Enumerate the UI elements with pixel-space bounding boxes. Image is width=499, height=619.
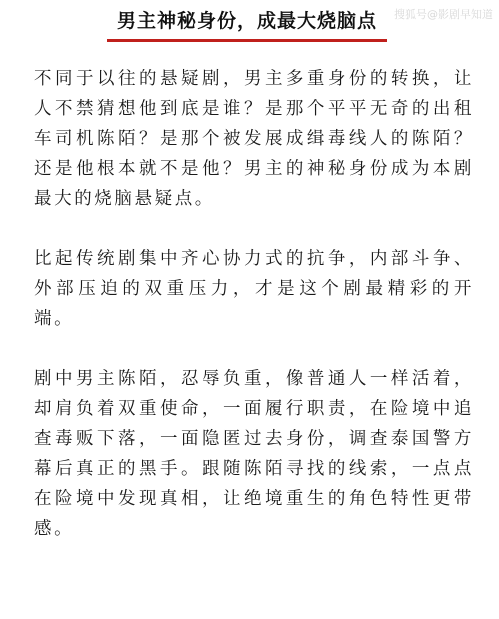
section-heading: 男主神秘身份，成最大烧脑点 <box>116 10 377 32</box>
paragraph-1: 不同于以往的悬疑剧，男主多重身份的转换，让人不禁猜想他到底是谁？是那个平平无奇的出租车司机陈陌？是那个被发展成缉毒线人的陈陌？还是他根本就不是他？男主的神秘身份成为本剧最大的烧脑悬疑点。 <box>34 69 474 209</box>
article-body <box>34 64 474 544</box>
watermark: 搜狐号@影剧早知道 <box>394 8 493 21</box>
paragraph-2: 比起传统剧集中齐心协力式的抗争，内部斗争、外部压迫的双重压力，才是这个剧最精彩的开端。 <box>34 249 474 329</box>
paragraph-3: 剧中男主陈陌，忍辱负重，像普通人一样活着，却肩负着双重使命，一面履行职责，在险境中追查毒贩下落，一面隐匿过去身份，调查泰国警方幕后真正的黑手。跟随陈陌寻找的线索，一点点在险境中发现真相，让绝境重生的角色特性更带感。 <box>34 369 474 539</box>
section-heading-block <box>107 6 387 44</box>
heading-underline <box>107 39 387 42</box>
